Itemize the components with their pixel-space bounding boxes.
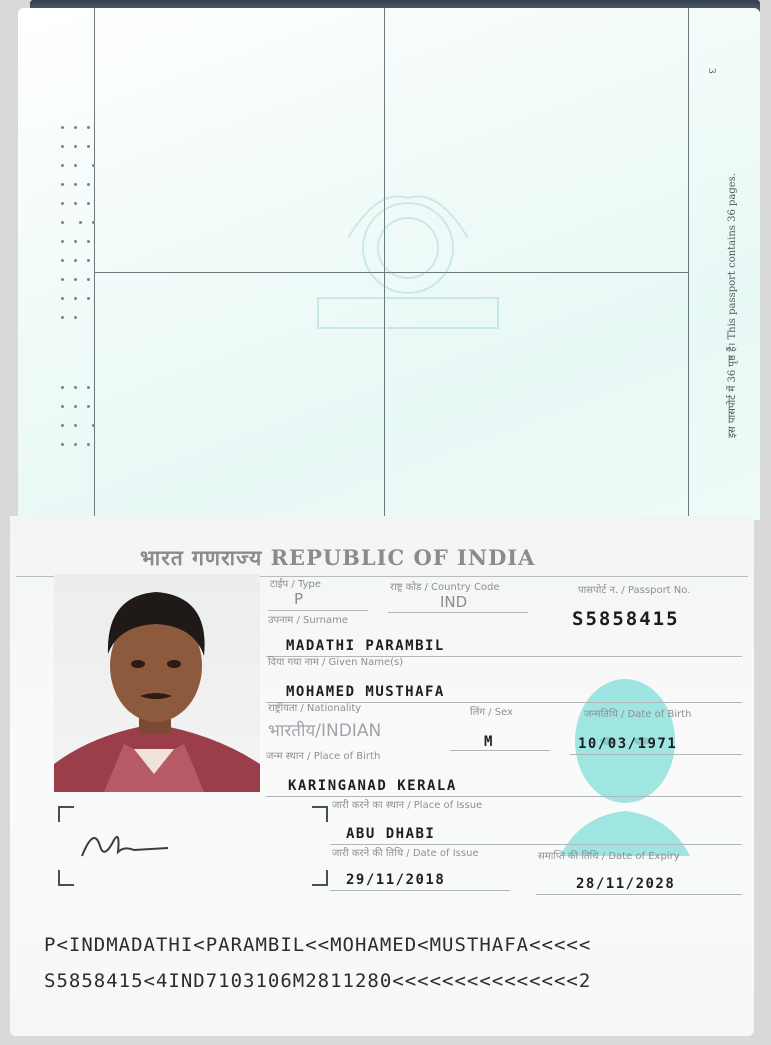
date-of-issue-rule <box>330 890 510 891</box>
date-of-issue-value: 29/11/2018 <box>346 872 446 888</box>
page-count-note: इस पासपोर्ट में 36 पृष्ठ हैं। This passport contains 36 pages. <box>727 173 738 438</box>
country-code-rule <box>388 612 528 613</box>
type-label: टाईप / Type <box>270 579 321 590</box>
type-value: P <box>294 590 304 608</box>
perforation-dots <box>56 118 106 327</box>
country-code-value: IND <box>440 593 468 611</box>
date-of-expiry-rule <box>536 894 742 895</box>
passport-no-label: पासपोर्ट न. / Passport No. <box>578 585 691 596</box>
page-divider-right <box>688 8 689 520</box>
mrz-line-1: P<INDMADATHI<PARAMBIL<<MOHAMED<MUSTHAFA<<<<< <box>44 934 592 956</box>
place-of-birth-value: KARINGANAD KERALA <box>288 778 457 794</box>
ghost-portrait-security-image <box>550 666 700 856</box>
date-of-expiry-value: 28/11/2028 <box>576 876 676 892</box>
visa-page <box>18 8 760 520</box>
passport-data-page <box>10 516 754 1036</box>
date-of-birth-value: 10/03/1971 <box>578 736 678 752</box>
nationality-value: भारतीय/INDIAN <box>268 721 382 741</box>
portrait-image <box>54 574 260 792</box>
signature-box <box>58 806 328 886</box>
sex-label: लिंग / Sex <box>470 707 513 718</box>
ashoka-emblem-watermark <box>278 178 538 348</box>
place-of-issue-value: ABU DHABI <box>346 826 436 842</box>
signature-corner-bl <box>58 870 74 886</box>
place-of-issue-label: जारी करने का स्थान / Place of Issue <box>332 800 483 811</box>
issuing-country-header: भारत गणराज्य REPUBLIC OF INDIA <box>140 545 536 570</box>
holder-photo <box>54 574 260 792</box>
date-of-birth-rule <box>570 754 742 755</box>
date-of-expiry-label: समाप्ति की तिथि / Date of Expiry <box>538 851 680 862</box>
sex-rule <box>450 750 550 751</box>
holder-signature <box>74 816 194 876</box>
signature-corner-tl <box>58 806 74 822</box>
date-of-issue-label: जारी करने की तिथि / Date of Issue <box>332 848 479 859</box>
place-of-birth-label: जन्म स्थान / Place of Birth <box>266 751 381 762</box>
signature-corner-tr <box>312 806 328 822</box>
nationality-label: राष्ट्रीयता / Nationality <box>268 703 362 714</box>
signature-corner-br <box>312 870 328 886</box>
country-code-label: राष्ट्र कोड / Country Code <box>390 582 500 593</box>
date-of-birth-label: जन्मतिथि / Date of Birth <box>584 709 692 720</box>
given-names-value: MOHAMED MUSTHAFA <box>286 684 445 700</box>
page-number: 3 <box>706 68 716 74</box>
type-rule <box>268 610 368 611</box>
given-names-label: दिया गया नाम / Given Name(s) <box>268 657 404 668</box>
surname-label: उपनाम / Surname <box>268 615 348 626</box>
perforation-dots-lower <box>56 378 106 454</box>
mrz-line-2: S5858415<4IND7103106M2811280<<<<<<<<<<<<<<<2 <box>44 970 592 992</box>
surname-value: MADATHI PARAMBIL <box>286 638 445 654</box>
passport-no-value: S5858415 <box>572 608 680 630</box>
sex-value: M <box>484 734 494 750</box>
